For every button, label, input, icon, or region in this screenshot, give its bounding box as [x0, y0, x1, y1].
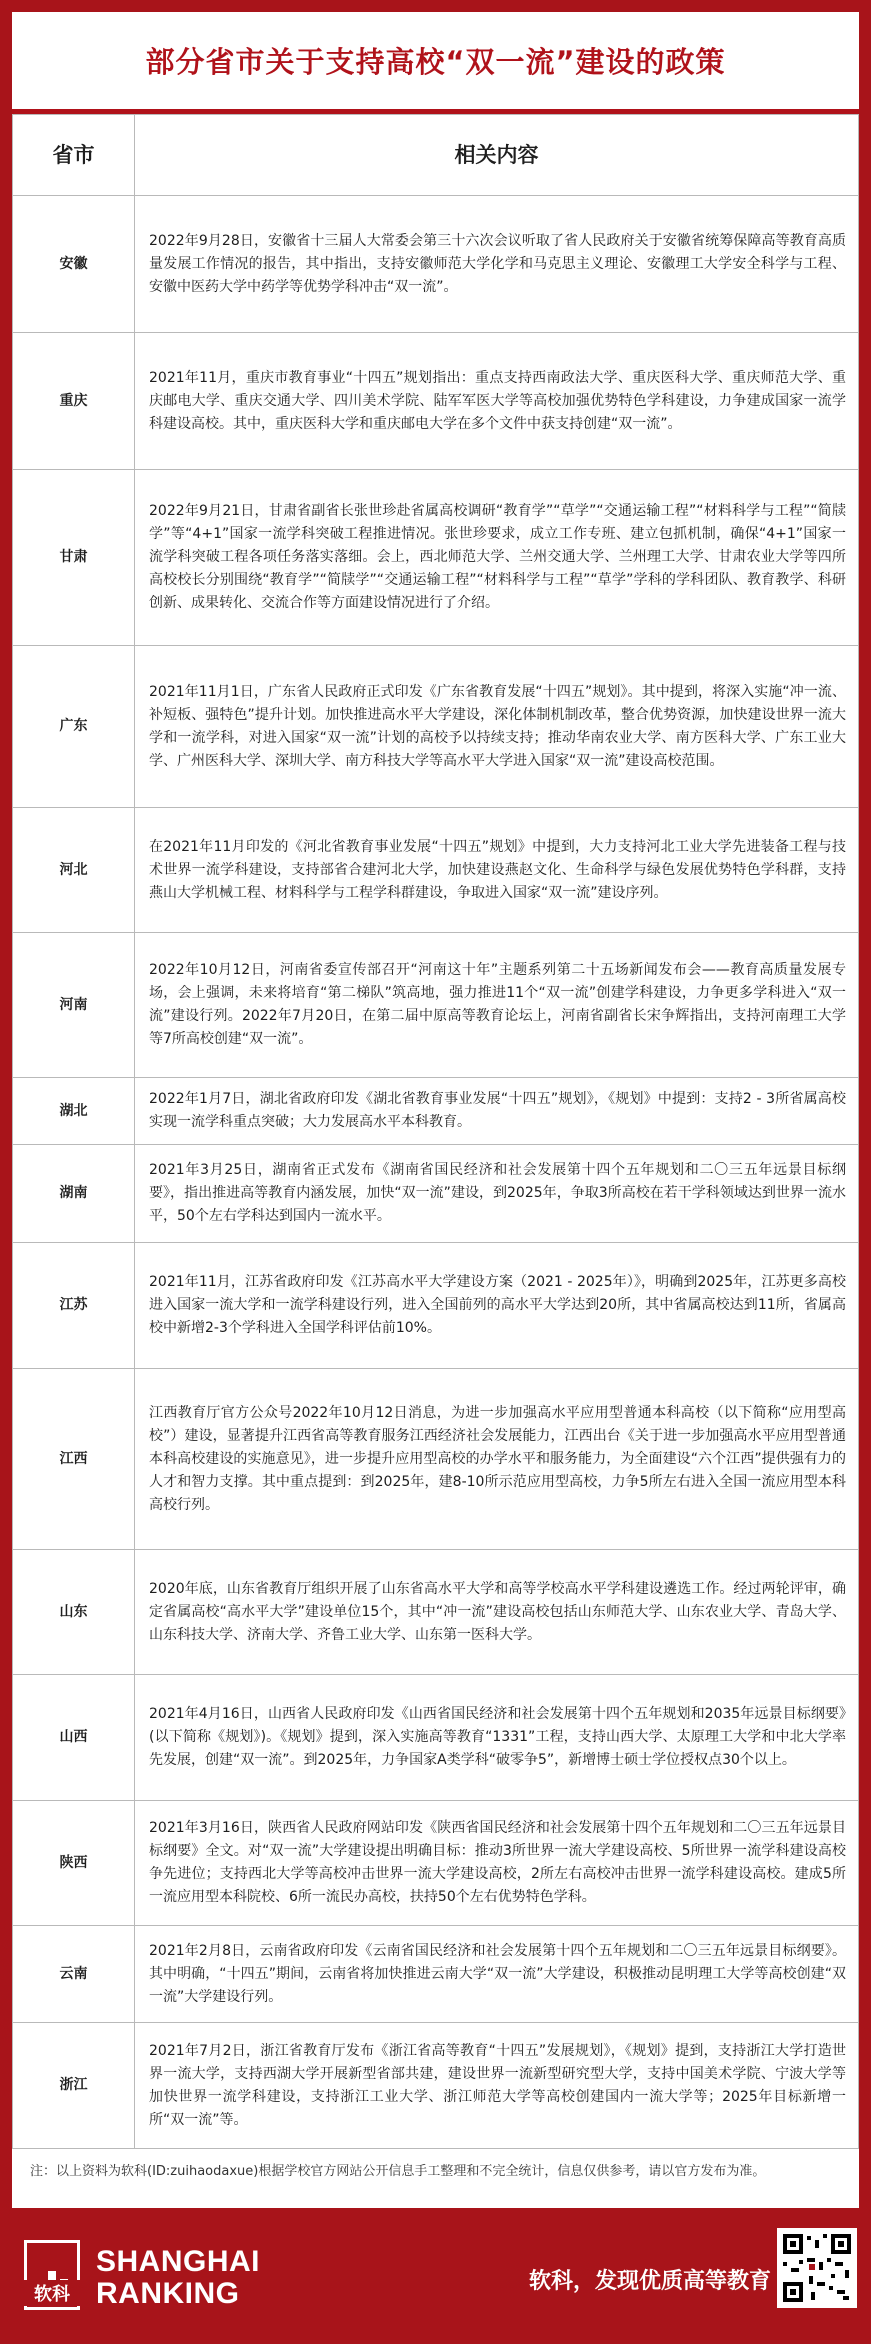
policy-card	[12, 12, 859, 2208]
table-row	[13, 196, 859, 333]
table-row	[13, 1801, 859, 1926]
table-row	[13, 808, 859, 933]
province-cell: 湖北	[13, 1078, 135, 1145]
content-cell: 2021年2月8日，云南省政府印发《云南省国民经济和社会发展第十四个五年规划和二〇三五年远景目标纲要》。其中明确，“十四五”期间，云南省将加快推进云南大学“双一流”大学建设，积极推动昆明理工大学等高校创建“双一流”大学建设行列。	[135, 1926, 859, 2023]
table-row	[13, 470, 859, 646]
table-row	[13, 1369, 859, 1550]
province-cell: 甘肃	[13, 470, 135, 646]
table-row	[13, 1550, 859, 1675]
content-cell: 2020年底，山东省教育厅组织开展了山东省高水平大学和高等学校高水平学科建设遴选工作。经过两轮评审，确定省属高校“高水平大学”建设单位15个，其中“冲一流”建设高校包括山东师范大学、山东农业大学、青岛大学、山东科技大学、济南大学、齐鲁工业大学、山东第一医科大学。	[135, 1550, 859, 1675]
logo-text: 软科	[20, 2280, 84, 2306]
province-cell: 湖南	[13, 1145, 135, 1243]
province-cell: 江苏	[13, 1243, 135, 1369]
content-cell: 2021年4月16日，山西省人民政府印发《山西省国民经济和社会发展第十四个五年规划和2035年远景目标纲要》(以下简称《规划》)。《规划》提到，深入实施高等教育“1331”工程，支持山西大学、太原理工大学和中北大学率先发展，创建“双一流”。到2025年，力争国家A类学科“破零争5”，新增博士硕士学位授权点30个以上。	[135, 1675, 859, 1801]
table-row	[13, 933, 859, 1078]
content-cell: 2022年1月7日，湖北省政府印发《湖北省教育事业发展“十四五”规划》，《规划》中提到：支持2 - 3所省属高校实现一流学科重点突破；大力发展高水平本科教育。	[135, 1078, 859, 1145]
footer-bar	[0, 2208, 871, 2344]
table-row	[13, 1145, 859, 1243]
province-cell: 山东	[13, 1550, 135, 1675]
content-cell: 江西教育厅官方公众号2022年10月12日消息，为进一步加强高水平应用型普通本科高校（以下简称“应用型高校”）建设，显著提升江西省高等教育服务江西经济社会发展能力，江西出台《关于进一步加强高水平应用型普通本科高校建设的实施意见》，进一步提升应用型高校的办学水平和服务能力，为全面建设“六个江西”提供强有力的人才和智力支撑。其中重点提到：到2025年，建8-10所示范应用型高校，力争5所左右进入全国一流应用型本科高校行列。	[135, 1369, 859, 1550]
table-row	[13, 1675, 859, 1801]
content-cell: 2021年7月2日，浙江省教育厅发布《浙江省高等教育“十四五”发展规划》，《规划》提到，支持浙江大学打造世界一流大学，支持西湖大学开展新型省部共建，建设世界一流新型研究型大学，支持中国美术学院、宁波大学等加快世界一流学科建设，支持浙江工业大学、浙江师范大学等高校创建国内一流大学等；2025年目标新增一所“双一流”等。	[135, 2023, 859, 2149]
content-cell: 2021年11月，江苏省政府印发《江苏高水平大学建设方案（2021 - 2025年）》，明确到2025年，江苏更多高校进入国家一流大学和一流学科建设行列，进入全国前列的高水平大学达到20所，其中省属高校达到11所，省属高校中新增2-3个学科进入全国学科评估前10%。	[135, 1243, 859, 1369]
brand-name	[96, 2246, 260, 2310]
province-cell: 安徽	[13, 196, 135, 333]
content-cell: 2021年3月25日，湖南省正式发布《湖南省国民经济和社会发展第十四个五年规划和二〇三五年远景目标纲要》，指出推进高等教育内涵发展，加快“双一流”建设，到2025年，争取3所高校在若干学科领域达到世界一流水平，50个左右学科达到国内一流水平。	[135, 1145, 859, 1243]
qr-code-icon	[777, 2228, 857, 2308]
content-cell: 2022年9月21日，甘肃省副省长张世珍赴省属高校调研“教育学”“草学”“交通运输工程”“材料科学与工程”“简牍学”等“4+1”国家一流学科突破工程推进情况。张世珍要求，成立工作专班、建立包抓机制，确保“4+1”国家一流学科突破工程各项任务落实落细。会上，西北师范大学、兰州交通大学、兰州理工大学、甘肃农业大学等四所高校校长分别围绕“教育学”“简牍学”“交通运输工程”“材料科学与工程”“草学”学科的学科团队、教育教学、科研创新、成果转化、交流合作等方面建设情况进行了介绍。	[135, 470, 859, 646]
province-cell: 陕西	[13, 1801, 135, 1926]
footnote: 注：以上资料为软科(ID:zuihaodaxue)根据学校官方网站公开信息手工整理和不完全统计，信息仅供参考，请以官方发布为准。	[30, 2164, 766, 2179]
province-cell: 重庆	[13, 333, 135, 470]
province-cell: 河北	[13, 808, 135, 933]
province-cell: 云南	[13, 1926, 135, 2023]
brand-line-2: RANKING	[96, 2277, 240, 2310]
table-row	[13, 1243, 859, 1369]
table-row	[13, 1926, 859, 2023]
policy-table	[12, 114, 859, 2149]
content-cell: 2022年10月12日，河南省委宣传部召开“河南这十年”主题系列第二十五场新闻发布会——教育高质量发展专场，会上强调，未来将培育“第二梯队”筑高地，强力推进11个“双一流”创建学科建设，力争更多学科进入“双一流”建设行列。2022年7月20日，在第二届中原高等教育论坛上，河南省副省长宋争辉指出，支持河南理工大学等7所高校创建“双一流”。	[135, 933, 859, 1078]
slogan: 软科，发现优质高等教育	[528, 2269, 771, 2294]
page-title: 部分省市关于支持高校“双一流”建设的政策	[12, 12, 859, 114]
content-cell: 2022年9月28日，安徽省十三届人大常委会第三十六次会议听取了省人民政府关于安徽省统筹保障高等教育高质量发展工作情况的报告，其中指出，支持安徽师范大学化学和马克思主义理论、安徽理工大学安全科学与工程、安徽中医药大学中药学等优势学科冲击“双一流”。	[135, 196, 859, 333]
table-header-row	[13, 115, 859, 196]
table-row	[13, 333, 859, 470]
province-cell: 河南	[13, 933, 135, 1078]
brand-line-1: SHANGHAI	[96, 2245, 261, 2278]
table-row	[13, 2023, 859, 2149]
header-province: 省市	[13, 115, 135, 196]
province-cell: 江西	[13, 1369, 135, 1550]
header-content: 相关内容	[135, 115, 859, 196]
table-row	[13, 1078, 859, 1145]
province-cell: 广东	[13, 646, 135, 808]
content-cell: 在2021年11月印发的《河北省教育事业发展“十四五”规划》中提到，大力支持河北工业大学先进装备工程与技术世界一流学科建设，支持部省合建河北大学，加快建设燕赵文化、生命科学与绿色发展优势特色学科群，支持燕山大学机械工程、材料科学与工程学科群建设，争取进入国家“双一流”建设序列。	[135, 808, 859, 933]
province-cell: 山西	[13, 1675, 135, 1801]
table-row	[13, 646, 859, 808]
province-cell: 浙江	[13, 2023, 135, 2149]
content-cell: 2021年3月16日，陕西省人民政府网站印发《陕西省国民经济和社会发展第十四个五年规划和二〇三五年远景目标纲要》全文。对“双一流”大学建设提出明确目标：推动3所世界一流大学建设高校、5所世界一流学科建设高校争先进位；支持西北大学等高校冲击世界一流大学建设高校，2所左右高校冲击世界一流学科建设高校。建成5所一流应用型本科院校、6所一流民办高校，扶持50个左右优势特色学科。	[135, 1801, 859, 1926]
content-cell: 2021年11月1日，广东省人民政府正式印发《广东省教育发展“十四五”规划》。其中提到，将深入实施“冲一流、补短板、强特色”提升计划。加快推进高水平大学建设，深化体制机制改革，整合优势资源，加快建设世界一流大学和一流学科，对进入国家“双一流”计划的高校予以持续支持；推动华南农业大学、南方医科大学、广东工业大学、广州医科大学、深圳大学、南方科技大学等高水平大学进入国家“双一流”建设高校范围。	[135, 646, 859, 808]
content-cell: 2021年11月，重庆市教育事业“十四五”规划指出：重点支持西南政法大学、重庆医科大学、重庆师范大学、重庆邮电大学、重庆交通大学、四川美术学院、陆军军医大学等高校加强优势特色学科建设，力争建成国家一流学科建设高校。其中，重庆医科大学和重庆邮电大学在多个文件中获支持创建“双一流”。	[135, 333, 859, 470]
